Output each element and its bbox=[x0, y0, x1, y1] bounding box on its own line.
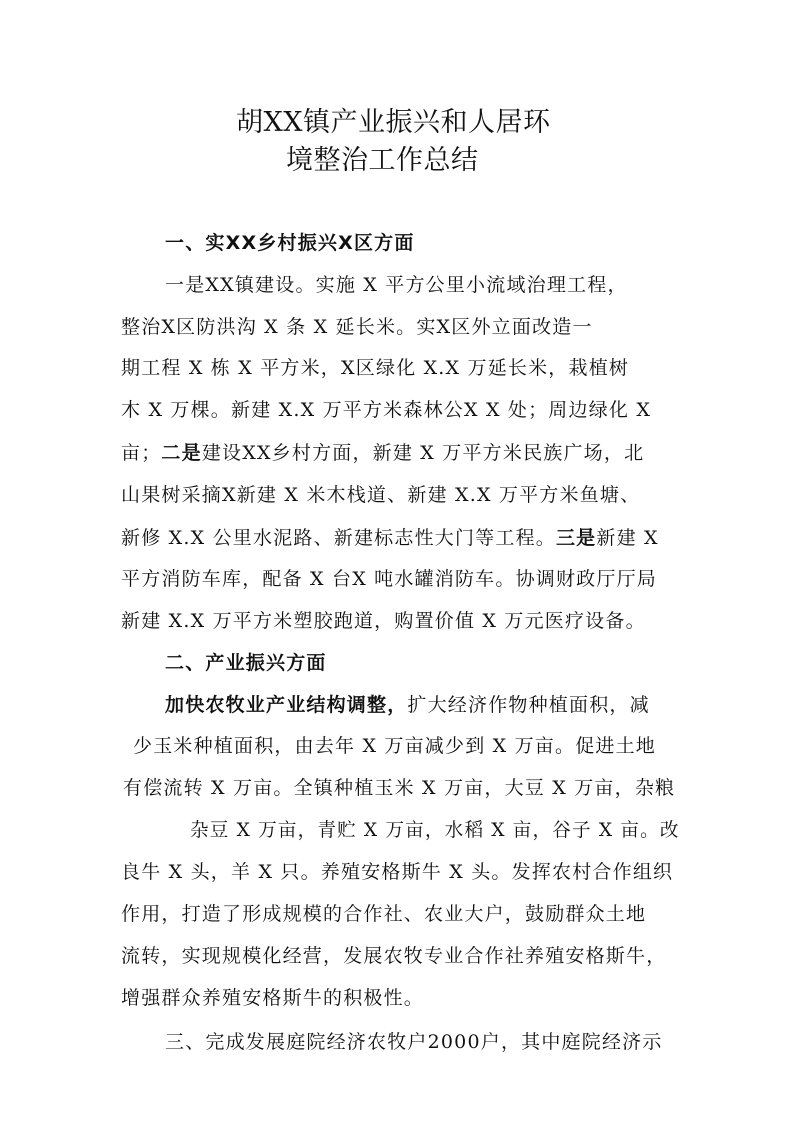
section-2-line-3: 有偿流转 X 万亩。全镇种植玉米 X 万亩，大豆 X 万亩，杂粮 bbox=[123, 777, 676, 799]
section-1-line-7-post: 新建 X bbox=[596, 527, 659, 549]
section-1-line-2: 整治X区防洪沟 X 条 X 延长米。实X区外立面改造一 bbox=[121, 316, 593, 338]
section-1-line-4: 木 X 万棵。新建 X.X 万平方米森林公X X 处；周边绿化 X bbox=[121, 399, 652, 421]
section-2-heading: 二、产业振兴方面 bbox=[165, 652, 327, 674]
section-1-line-5-emphasis: 二是 bbox=[161, 442, 202, 464]
section-2-line-1 bbox=[165, 690, 650, 717]
section-1-line-5 bbox=[121, 438, 644, 465]
section-1-line-3: 期工程 X 栋 X 平方米，X区绿化 X.X 万延长米，栽植树 bbox=[121, 357, 630, 379]
section-1-line-9: 新建 X.X 万平方米塑胶跑道，购置价值 X 万元医疗设备。 bbox=[121, 610, 646, 632]
section-1-line-8: 平方消防车库，配备 X 台X 吨水罐消防车。协调财政厅厅局 bbox=[121, 568, 657, 590]
section-1-line-7 bbox=[121, 523, 659, 550]
section-2-line-6: 作用，打造了形成规模的合作社、农业大户，鼓励群众土地 bbox=[121, 903, 647, 925]
section-1-heading: 一、实XX乡村振兴X区方面 bbox=[165, 232, 415, 254]
section-2-line-2: 少玉米种植面积，由去年 X 万亩减少到 X 万亩。促进土地 bbox=[133, 735, 657, 757]
document-title-line-1: 胡XX镇产业振兴和人居环 bbox=[236, 107, 551, 138]
section-2-line-1-emphasis: 加快农牧业产业结构调整， bbox=[165, 694, 408, 716]
section-1-line-6: 山果树采摘X新建 X 米木栈道、新建 X.X 万平方米鱼塘、 bbox=[121, 484, 641, 506]
section-3-line-1: 三、完成发展庭院经济农牧户2000户，其中庭院经济示 bbox=[165, 1031, 663, 1053]
section-1-line-5-pre: 亩； bbox=[121, 442, 162, 464]
section-2-line-8: 增强群众养殖安格斯牛的积极性。 bbox=[121, 987, 425, 1009]
section-2-line-7: 流转，实现规模化经营，发展农牧专业合作社养殖安格斯牛， bbox=[121, 945, 667, 967]
section-1-line-5-post: 建设XX乡村方面，新建 X 万平方米民族广场，北 bbox=[201, 442, 645, 464]
section-2-line-1-post: 扩大经济作物种植面积，减 bbox=[407, 694, 650, 716]
section-2-line-5: 良牛 X 头，羊 X 只。养殖安格斯牛 X 头。发挥农村合作组织 bbox=[121, 861, 674, 883]
section-1-line-7-pre: 新修 X.X 公里水泥路、新建标志性大门等工程。 bbox=[121, 527, 556, 549]
section-2-line-4: 杂豆 X 万亩，青贮 X 万亩，水稻 X 亩，谷子 X 亩。改 bbox=[190, 819, 680, 841]
section-1-line-1: 一是XX镇建设。实施 X 平方公里小流域治理工程， bbox=[165, 274, 628, 296]
document-title-line-2: 境整治工作总结 bbox=[286, 145, 479, 176]
section-1-line-7-emphasis: 三是 bbox=[555, 527, 597, 549]
